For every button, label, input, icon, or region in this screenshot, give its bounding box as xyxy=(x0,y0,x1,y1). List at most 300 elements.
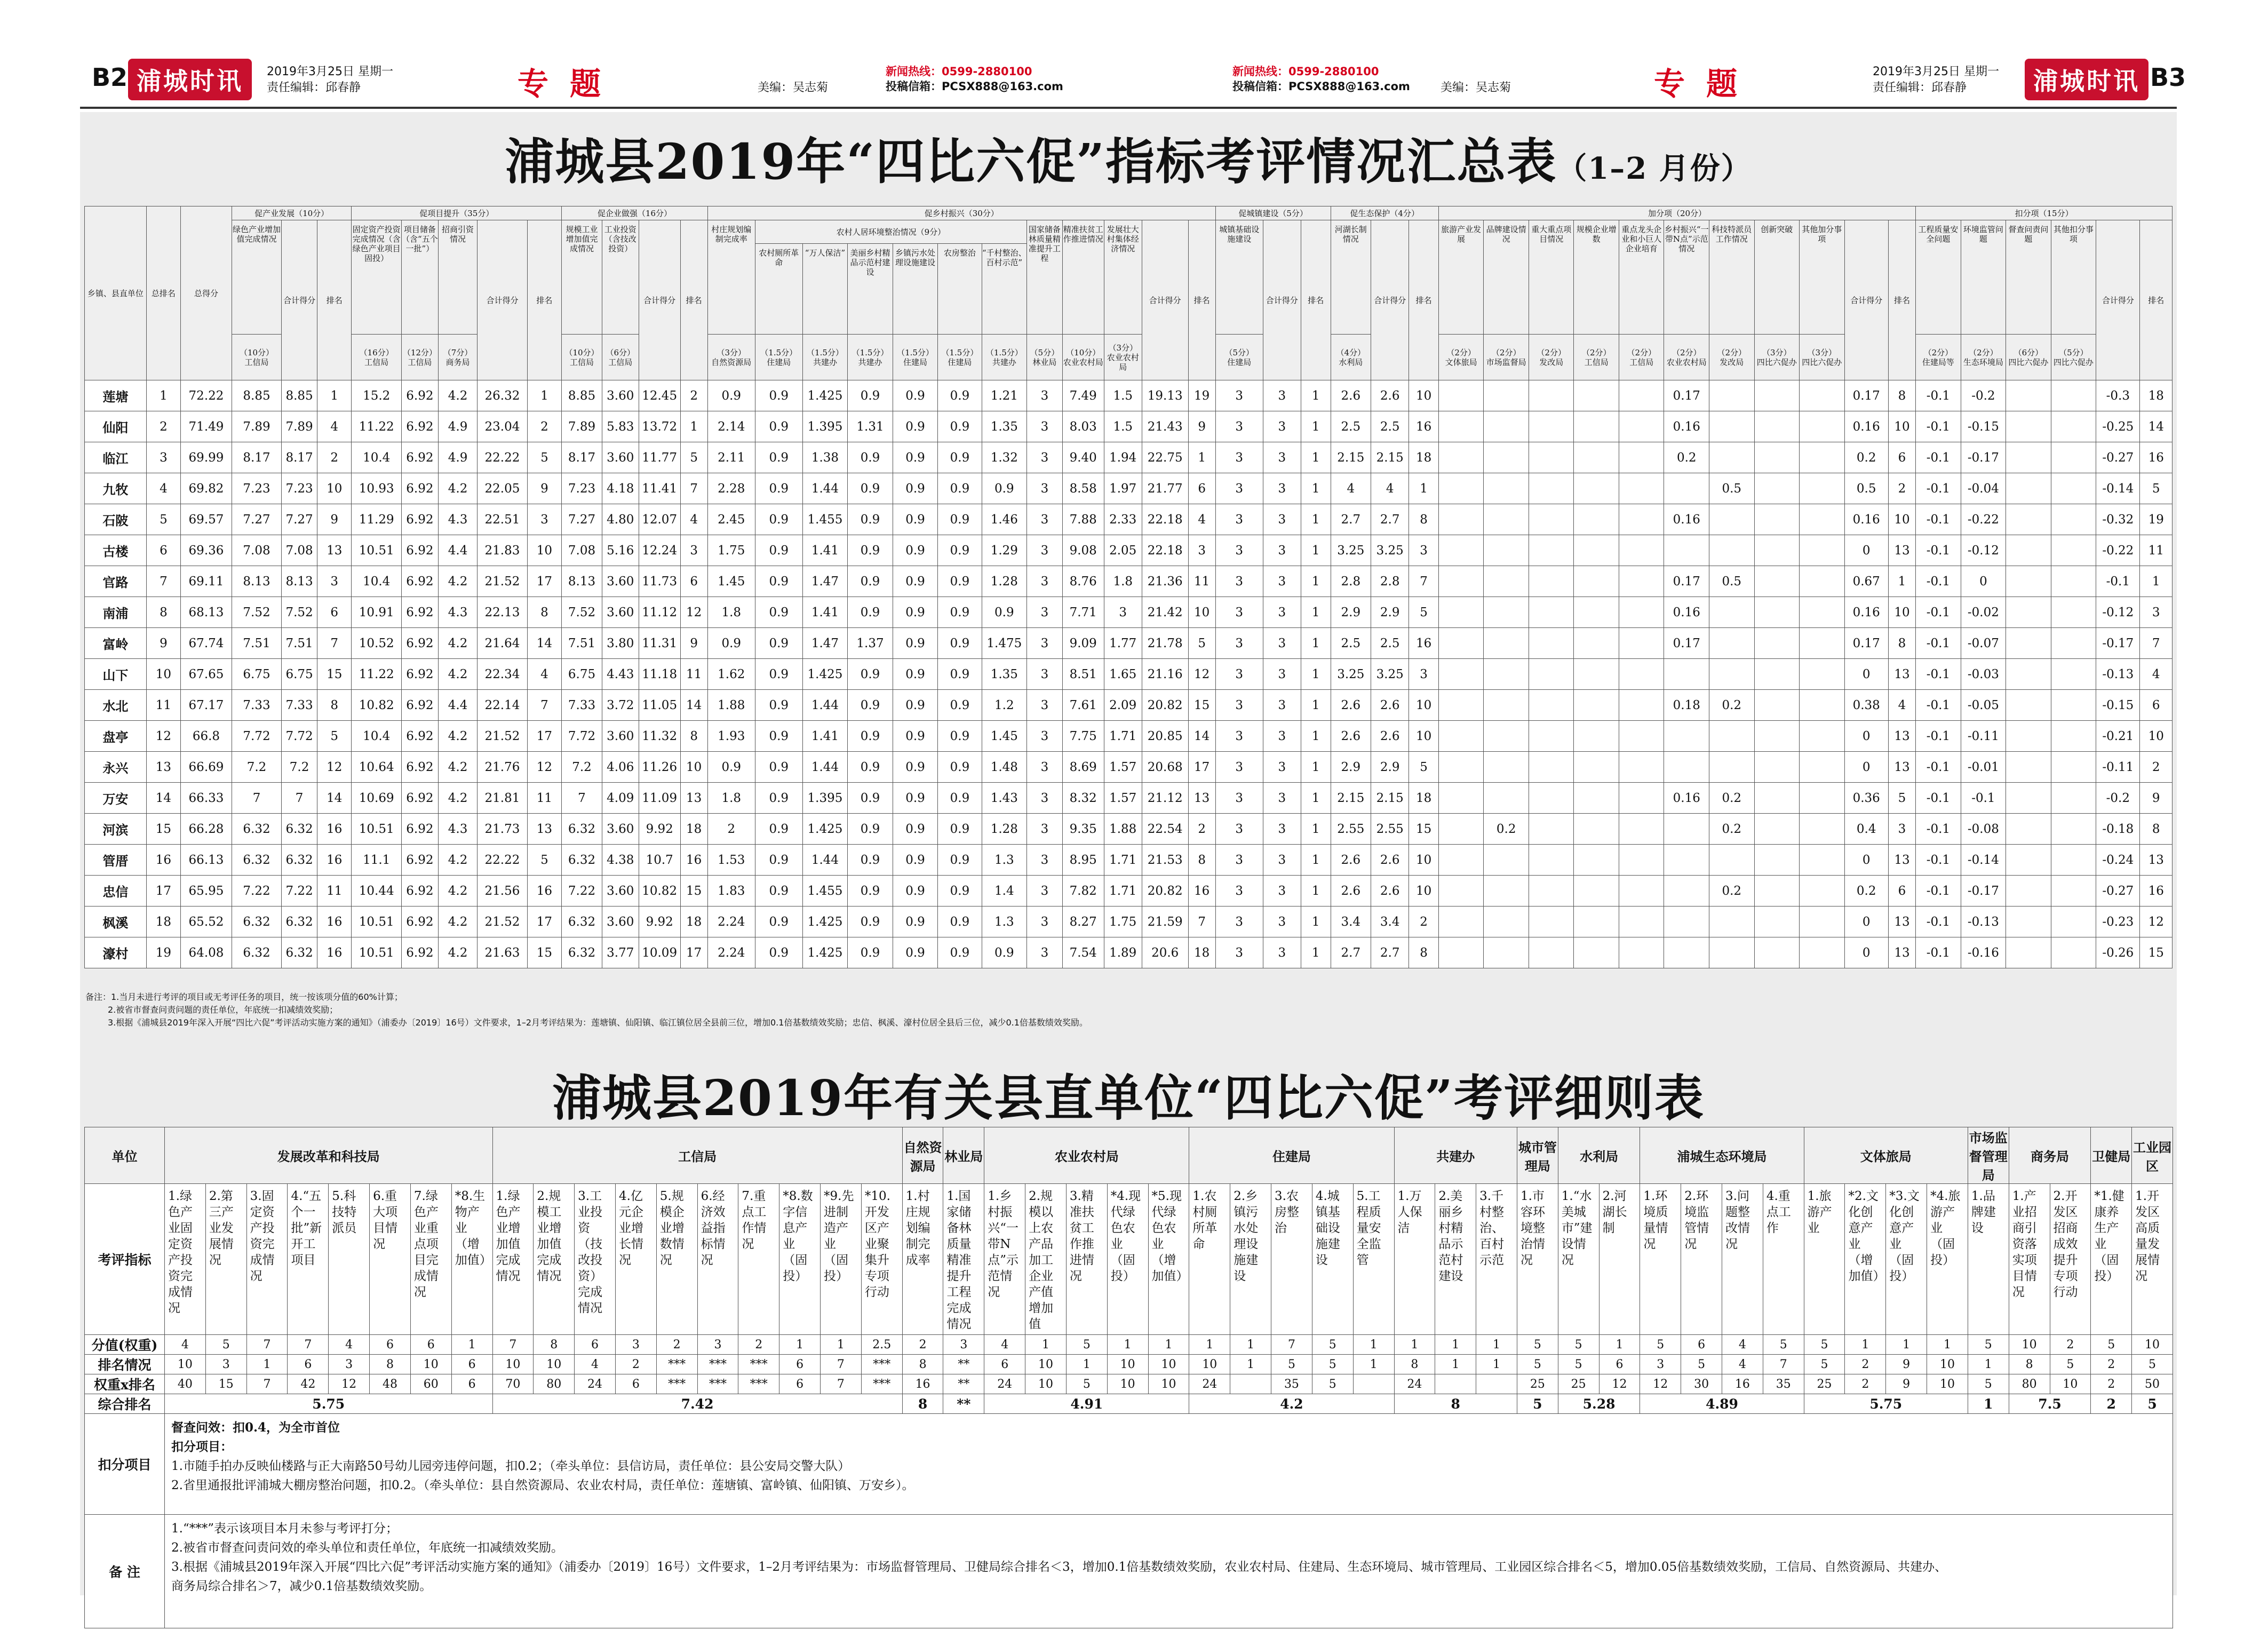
town-name-cell: 官路 xyxy=(85,566,147,597)
table-cell xyxy=(1484,721,1529,752)
table-cell: 0 xyxy=(1844,937,1888,968)
indicator-cell: 3.精准扶贫工作推进情况 xyxy=(1066,1184,1107,1335)
table-cell: 10.91 xyxy=(352,597,401,628)
table-cell: 7.51 xyxy=(282,628,317,659)
table-cell: 6.32 xyxy=(232,907,281,937)
table-cell: 3 xyxy=(1027,628,1063,659)
table-cell xyxy=(1484,907,1529,937)
table-cell: 6 xyxy=(146,535,181,566)
table-cell xyxy=(1800,566,1845,597)
col-collective-economy: 发展壮大村集体经济情况 xyxy=(1104,220,1142,335)
table-cell: 7 xyxy=(2140,628,2172,659)
table-cell: 13 xyxy=(1888,752,1915,783)
col-leading-enterprise: 重点龙头企业和小巨人企业培育 xyxy=(1619,220,1664,335)
table-cell: 4.38 xyxy=(602,845,639,876)
table-cell: 4.4 xyxy=(438,535,477,566)
score-cell: ** xyxy=(943,1374,984,1394)
dept-c2-name: 工信局 xyxy=(364,357,389,367)
indicator-cell: 1.绿色产业增加值完成情况 xyxy=(492,1184,534,1335)
composite-cell: 7.42 xyxy=(492,1394,902,1414)
table-cell: -0.12 xyxy=(2096,597,2140,628)
table-cell xyxy=(1438,659,1484,690)
table-cell: 0.9 xyxy=(893,473,938,504)
table-cell: 5.83 xyxy=(602,411,639,442)
table-cell: 22.34 xyxy=(478,659,527,690)
table-cell: 0.9 xyxy=(893,411,938,442)
table-cell: 1 xyxy=(1409,473,1439,504)
table-cell: 3 xyxy=(680,535,707,566)
table-cell: 0.9 xyxy=(755,783,802,814)
score-cell: 7 xyxy=(246,1335,288,1355)
dept-c23 xyxy=(1619,335,1664,380)
table-cell: 0.9 xyxy=(938,783,982,814)
table-cell: 7.08 xyxy=(282,535,317,566)
pts-c30: （6分） xyxy=(2014,347,2043,357)
table-cell: 1 xyxy=(1888,566,1915,597)
col-score-g1: 合计得分 xyxy=(282,220,317,380)
table-cell: 3 xyxy=(1263,504,1301,535)
col-construction-safety: 工程质量安全问题 xyxy=(1916,220,1961,335)
table-cell: 0.9 xyxy=(893,535,938,566)
pts-c14: （5分） xyxy=(1030,347,1060,357)
table-cell: 1.41 xyxy=(802,597,848,628)
table-cell: 3 xyxy=(1263,659,1301,690)
score-cell: 6 xyxy=(451,1374,492,1394)
table-cell xyxy=(2006,783,2051,814)
table-cell xyxy=(1619,473,1664,504)
col-sci-tech: 科技特派员工作情况 xyxy=(1709,220,1755,335)
col-brand: 品牌建设情况 xyxy=(1484,220,1529,335)
table-cell: -0.1 xyxy=(1916,721,1961,752)
table-cell: 6.32 xyxy=(562,845,602,876)
table-cell: 0.9 xyxy=(755,907,802,937)
table-cell xyxy=(1619,442,1664,473)
score-cell: 7 xyxy=(246,1374,288,1394)
dept-c18-name: 水利局 xyxy=(1339,357,1363,367)
table-cell: 14 xyxy=(527,628,562,659)
table-cell: 2.24 xyxy=(707,937,755,968)
table-cell: -0.15 xyxy=(2096,690,2140,721)
pts-c5: （10分） xyxy=(564,347,599,357)
table-cell: 3 xyxy=(1263,937,1301,968)
table-cell: 14 xyxy=(680,690,707,721)
table-cell: 6.92 xyxy=(401,907,438,937)
table-cell: 8 xyxy=(527,597,562,628)
table-cell xyxy=(1709,845,1755,876)
table-cell: 1 xyxy=(1301,721,1331,752)
score-cell: 5 xyxy=(205,1335,246,1355)
table1-title-period: （1–2 月份） xyxy=(1557,151,1752,186)
table-cell: 0.9 xyxy=(938,535,982,566)
table-cell: 67.65 xyxy=(181,659,232,690)
table-cell: 2.28 xyxy=(707,473,755,504)
score-cell: 35 xyxy=(1763,1374,1804,1394)
indicator-cell: 6.经济效益指标情况 xyxy=(697,1184,738,1335)
table-cell: 2 xyxy=(1188,814,1215,845)
indicator-cell: 2.规模工业增加值完成情况 xyxy=(534,1184,575,1335)
table-cell xyxy=(1619,721,1664,752)
table-cell: 13 xyxy=(317,535,352,566)
table-cell: 3 xyxy=(1027,937,1063,968)
table-cell: 7.72 xyxy=(282,721,317,752)
score-cell: 5 xyxy=(1558,1335,1599,1355)
score-cell: 10 xyxy=(492,1355,534,1374)
table-cell xyxy=(1619,380,1664,411)
table-cell: 66.13 xyxy=(181,845,232,876)
table-cell: 3 xyxy=(1263,380,1301,411)
table-cell xyxy=(1800,380,1845,411)
score-cell: 30 xyxy=(1681,1374,1722,1394)
remarks-line: 商务局综合排名＞7，减少0.1倍基数绩效奖励。 xyxy=(171,1579,432,1593)
table-cell: 17 xyxy=(680,937,707,968)
dept-c31 xyxy=(2051,335,2096,380)
table-cell: 0.9 xyxy=(938,814,982,845)
table-cell: 21.63 xyxy=(478,937,527,968)
table1-note-1: 备注：1.当月未进行考评的项目或无考评任务的项目，统一按该项分值的60%计算； xyxy=(85,992,403,1002)
dept-c16-name: 农业农村局 xyxy=(1107,352,1139,372)
table-cell xyxy=(2006,752,2051,783)
table-cell xyxy=(1619,907,1664,937)
town-name-cell: 南浦 xyxy=(85,597,147,628)
table-cell xyxy=(1664,876,1709,907)
table-row xyxy=(85,504,2172,535)
table-cell: -0.1 xyxy=(1916,752,1961,783)
table-cell: 68.13 xyxy=(181,597,232,628)
unit-header: 农业农村局 xyxy=(984,1127,1189,1184)
pts-c4: （7分） xyxy=(443,347,473,357)
score-cell: 7 xyxy=(492,1335,534,1355)
table-cell xyxy=(1664,907,1709,937)
table-cell: 1.395 xyxy=(802,411,848,442)
table-cell: 13 xyxy=(1888,907,1915,937)
table-cell xyxy=(1754,937,1800,968)
table-cell: 13 xyxy=(1888,937,1915,968)
table-cell: -0.1 xyxy=(1916,380,1961,411)
score-cell: 10 xyxy=(1148,1374,1189,1394)
indicator-cell: 5.规模企业增数情况 xyxy=(656,1184,697,1335)
table-cell: 7 xyxy=(282,783,317,814)
table-cell: 22.05 xyxy=(478,473,527,504)
dept-c7 xyxy=(707,335,755,380)
pts-c21: （2分） xyxy=(1537,347,1566,357)
table-cell: 10.52 xyxy=(352,628,401,659)
table-cell: -0.13 xyxy=(1961,907,2006,937)
table-cell xyxy=(1529,690,1574,721)
table-cell: 2.5 xyxy=(1331,628,1371,659)
table-cell: 0.9 xyxy=(893,783,938,814)
table-cell: 0.9 xyxy=(755,628,802,659)
table-cell: 0 xyxy=(1961,566,2006,597)
score-cell: 6 xyxy=(575,1335,616,1355)
col-rank-g7: 排名 xyxy=(1888,220,1915,380)
table-cell: 5 xyxy=(1188,628,1215,659)
table-cell: 13 xyxy=(146,752,181,783)
table-cell xyxy=(2051,473,2096,504)
table-cell xyxy=(1664,721,1709,752)
table-cell: 21.12 xyxy=(1142,783,1188,814)
table-cell: 6.92 xyxy=(401,752,438,783)
table-cell: -0.08 xyxy=(1961,814,2006,845)
dept-c28-name: 住建局等 xyxy=(1922,357,1954,367)
composite-cell: 4.2 xyxy=(1189,1394,1394,1414)
table-cell xyxy=(2051,597,2096,628)
table-cell xyxy=(1529,380,1574,411)
score-cell: 10 xyxy=(165,1355,206,1374)
table-cell: 6.92 xyxy=(401,721,438,752)
score-cell: 1 xyxy=(1353,1335,1394,1355)
editor-right: 责任编辑：邱春静 xyxy=(1873,81,1967,94)
table-cell: -0.07 xyxy=(1961,628,2006,659)
table-cell xyxy=(1754,752,1800,783)
indicator-cell: 1.万人保洁 xyxy=(1394,1184,1435,1335)
score-cell: 5 xyxy=(1271,1355,1312,1374)
table-cell xyxy=(1619,876,1664,907)
table-cell: -0.1 xyxy=(1916,442,1961,473)
table-cell: 16 xyxy=(317,907,352,937)
table-cell: 22.22 xyxy=(478,442,527,473)
table-cell xyxy=(1800,876,1845,907)
table-cell: -0.01 xyxy=(1961,752,2006,783)
col-investment-attraction: 招商引资情况 xyxy=(438,220,477,335)
table-cell: 6.75 xyxy=(562,659,602,690)
table-cell: 1 xyxy=(1301,937,1331,968)
table-cell: 15.2 xyxy=(352,380,401,411)
score-cell: 25 xyxy=(1558,1374,1599,1394)
score-cell: 2 xyxy=(2050,1335,2091,1355)
table-cell xyxy=(1619,597,1664,628)
table-cell: 3.25 xyxy=(1371,659,1409,690)
table-cell xyxy=(1484,566,1529,597)
table-cell: 10.4 xyxy=(352,566,401,597)
unit-header: 城市管理局 xyxy=(1517,1127,1558,1184)
section-title-right: 专题 xyxy=(1654,66,1759,102)
table-cell: 2.24 xyxy=(707,907,755,937)
score-cell: 8 xyxy=(534,1335,575,1355)
table-cell: 6.32 xyxy=(282,907,317,937)
table-cell: 12 xyxy=(146,721,181,752)
table-cell xyxy=(2006,721,2051,752)
table-cell: 2.7 xyxy=(1331,504,1371,535)
pts-c1: （10分） xyxy=(239,347,274,357)
table-cell: 3 xyxy=(1215,721,1263,752)
table-cell xyxy=(1484,535,1529,566)
score-cell: 12 xyxy=(1640,1374,1681,1394)
table-cell: 1 xyxy=(317,380,352,411)
score-cell: 3 xyxy=(205,1355,246,1374)
score-cell: 1 xyxy=(1066,1355,1107,1374)
table-cell: 1.44 xyxy=(802,845,848,876)
table-cell: 0.9 xyxy=(893,380,938,411)
table-cell: 7.23 xyxy=(282,473,317,504)
email-right: 投稿信箱：PCSX888@163.com xyxy=(1232,80,1410,93)
table-cell: 3 xyxy=(1027,721,1063,752)
town-name-cell: 古楼 xyxy=(85,535,147,566)
table-cell: 10.4 xyxy=(352,721,401,752)
table-cell: 10.51 xyxy=(352,937,401,968)
table-cell: 13 xyxy=(1888,845,1915,876)
table-cell xyxy=(1754,504,1800,535)
dept-c12 xyxy=(938,335,982,380)
indicator-cell: *8.数字信息产业（固投） xyxy=(779,1184,821,1335)
table-cell: 11 xyxy=(527,783,562,814)
table-cell: 0.9 xyxy=(848,876,893,907)
table-cell: 2.6 xyxy=(1371,721,1409,752)
table-cell: 12 xyxy=(2140,907,2172,937)
table-cell: 8.69 xyxy=(1062,752,1104,783)
table-cell xyxy=(2051,845,2096,876)
table-cell: 22.18 xyxy=(1142,504,1188,535)
table-cell: 1.88 xyxy=(707,690,755,721)
score-cell: 24 xyxy=(1189,1374,1230,1394)
table-cell: 2.09 xyxy=(1104,690,1142,721)
dept-c24-name: 农业农村局 xyxy=(1666,357,1707,367)
table-cell xyxy=(1619,411,1664,442)
table-cell: 4 xyxy=(1331,473,1371,504)
score-cell: 7 xyxy=(821,1374,862,1394)
table-cell: 1 xyxy=(1301,814,1331,845)
table-cell: 1.71 xyxy=(1104,721,1142,752)
table-cell xyxy=(1800,597,1845,628)
town-name-cell: 万安 xyxy=(85,783,147,814)
col-forest-reserve: 国家储备林质量精准提升工程 xyxy=(1027,220,1063,335)
table-cell: 9 xyxy=(680,628,707,659)
table-cell xyxy=(1754,535,1800,566)
table-cell: 1.75 xyxy=(1104,907,1142,937)
table-cell: 6.32 xyxy=(562,937,602,968)
table-cell: 72.22 xyxy=(181,380,232,411)
table-cell xyxy=(2051,907,2096,937)
table-cell: 2.6 xyxy=(1371,690,1409,721)
table-cell xyxy=(1438,690,1484,721)
table-cell: 1.97 xyxy=(1104,473,1142,504)
page-number-left: B2 xyxy=(92,63,128,92)
table-cell: 6.92 xyxy=(401,535,438,566)
table-cell: 7.89 xyxy=(562,411,602,442)
pts-c12: （1.5分） xyxy=(941,347,978,357)
score-cell: 1 xyxy=(1845,1335,1886,1355)
table-cell: 20.6 xyxy=(1142,937,1188,968)
section-title-left: 专题 xyxy=(518,66,623,102)
score-cell: 9 xyxy=(1886,1355,1927,1374)
table-cell: 3 xyxy=(1027,442,1063,473)
table-cell: 3 xyxy=(1263,597,1301,628)
table-cell: -0.1 xyxy=(2096,566,2140,597)
table-cell xyxy=(1800,937,1845,968)
table-cell: 21.59 xyxy=(1142,907,1188,937)
table-cell: 3 xyxy=(1263,907,1301,937)
table-cell: 11.73 xyxy=(639,566,680,597)
newspaper-logo-left: 浦城时讯 xyxy=(128,59,252,100)
score-cell: 1 xyxy=(779,1335,821,1355)
table-cell xyxy=(1574,876,1619,907)
table-cell: 6 xyxy=(1888,442,1915,473)
table-cell: 7.52 xyxy=(282,597,317,628)
composite-cell: 4.91 xyxy=(984,1394,1189,1414)
score-cell: 1 xyxy=(1476,1335,1517,1355)
table-cell: 3 xyxy=(1215,752,1263,783)
pts-c2: （16分） xyxy=(359,347,394,357)
table-cell: 10 xyxy=(1409,721,1439,752)
table-cell: 6.92 xyxy=(401,876,438,907)
table-cell xyxy=(1438,721,1484,752)
table-cell: 0 xyxy=(1844,535,1888,566)
table-cell: 16 xyxy=(1409,411,1439,442)
table-cell xyxy=(1709,535,1755,566)
table-cell: -0.13 xyxy=(2096,659,2140,690)
table-cell: 8 xyxy=(1888,380,1915,411)
dept-c27 xyxy=(1800,335,1845,380)
col-accountability: 督查问责问题 xyxy=(2006,220,2051,335)
table-cell: 11.18 xyxy=(639,659,680,690)
table-cell: 8 xyxy=(1888,628,1915,659)
col-score-g5: 合计得分 xyxy=(1263,220,1301,380)
col-other-bonus: 其他加分事项 xyxy=(1800,220,1845,335)
table-cell: 1.32 xyxy=(982,442,1027,473)
table-cell: 3 xyxy=(1215,783,1263,814)
group-urban: 促城镇建设（5分） xyxy=(1215,206,1331,220)
score-cell: 4 xyxy=(329,1335,370,1355)
table-cell: 0.2 xyxy=(1709,690,1755,721)
table-cell: 1.3 xyxy=(982,845,1027,876)
table2-title: 浦城县2019年有关县直单位“四比六促”考评细则表 xyxy=(552,1069,1705,1127)
table-cell: -0.02 xyxy=(1961,597,2006,628)
table-cell: 7.49 xyxy=(1062,380,1104,411)
table-cell xyxy=(1800,783,1845,814)
score-cell: 9 xyxy=(1886,1374,1927,1394)
table-cell: 1.47 xyxy=(802,628,848,659)
table-cell: 3.60 xyxy=(602,876,639,907)
composite-cell: 1 xyxy=(1968,1394,2009,1414)
dept-c18 xyxy=(1331,335,1371,380)
units-header-row xyxy=(85,1127,2173,1184)
table-cell: 3 xyxy=(1027,876,1063,907)
table-cell: -0.22 xyxy=(2096,535,2140,566)
score-cell: 8 xyxy=(370,1355,411,1374)
table-cell: 0 xyxy=(1844,845,1888,876)
score-cell: 15 xyxy=(205,1374,246,1394)
table-cell: 16 xyxy=(317,845,352,876)
table-cell: 0.9 xyxy=(982,937,1027,968)
table-cell: 8.27 xyxy=(1062,907,1104,937)
table-cell: 6.92 xyxy=(401,659,438,690)
table-cell: 16 xyxy=(146,845,181,876)
group-rural: 促乡村振兴（30分） xyxy=(707,206,1215,220)
table-cell: 10 xyxy=(2140,721,2172,752)
score-cell: 1 xyxy=(1968,1355,2009,1374)
dept-c1 xyxy=(232,335,281,380)
score-cell: 1 xyxy=(1435,1335,1476,1355)
table-cell: 6.32 xyxy=(282,937,317,968)
score-cell: 1 xyxy=(1394,1335,1435,1355)
table-cell: 0 xyxy=(1844,752,1888,783)
dept-c13-name: 共建办 xyxy=(992,357,1016,367)
unit-header: 文体旅局 xyxy=(1804,1127,1968,1184)
table-cell xyxy=(1800,411,1845,442)
table-cell xyxy=(1709,442,1755,473)
score-cell: 40 xyxy=(165,1374,206,1394)
table-cell: 20.82 xyxy=(1142,690,1188,721)
town-name-cell: 枫溪 xyxy=(85,907,147,937)
table-cell: 6.32 xyxy=(232,845,281,876)
table-cell: 3 xyxy=(1215,473,1263,504)
table-cell: 8 xyxy=(1409,504,1439,535)
table-cell xyxy=(2006,566,2051,597)
score-cell: 5 xyxy=(1558,1355,1599,1374)
table-cell xyxy=(2051,566,2096,597)
composite-cell: ** xyxy=(943,1394,984,1414)
table-cell: 8 xyxy=(317,690,352,721)
table-cell: 2.15 xyxy=(1331,442,1371,473)
